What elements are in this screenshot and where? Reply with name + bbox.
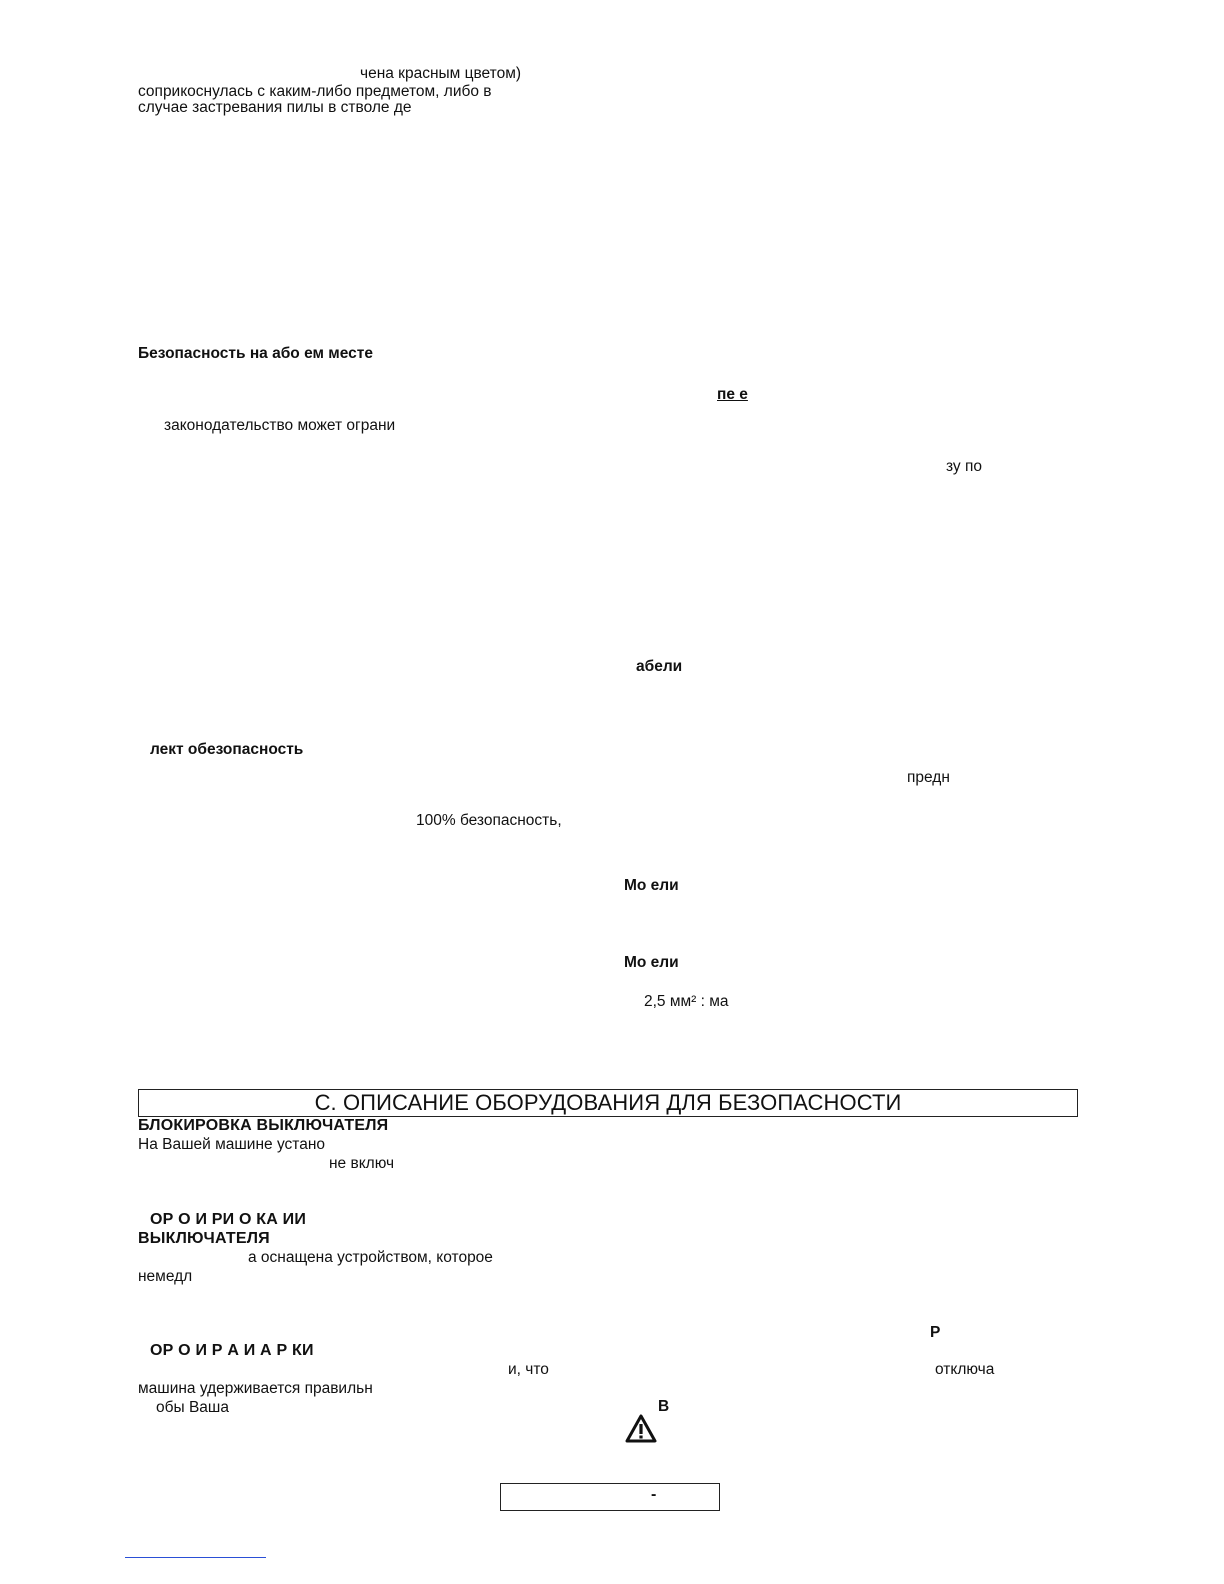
text-line: чена красным цветом) [360, 65, 522, 82]
switch-lock-heading: БЛОКИРОВКА ВЫКЛЮЧАТЕЛЯ [138, 1117, 389, 1134]
section-title-box [138, 1089, 1078, 1117]
text-fragment: пе е [717, 386, 748, 403]
section-title: С. ОПИСАНИЕ ОБОРУДОВАНИЯ ДЛЯ БЕЗОПАСНОСТИ [314, 1090, 902, 1115]
footer-link-underline [125, 1557, 266, 1558]
text-line: законодательство может ограни [164, 417, 396, 434]
quick-stop-heading: ОР О И РИ О КА ИИ [150, 1211, 307, 1228]
text-fragment: Р [930, 1324, 941, 1341]
text-fragment: отключа [935, 1361, 995, 1378]
models-heading: Мо ели [624, 877, 679, 894]
electrical-safety-heading: лект обезопасность [150, 741, 304, 758]
text-fragment: 100% безопасность, [416, 812, 562, 829]
cables-heading: абели [636, 658, 683, 675]
page-marker: - [651, 1486, 657, 1503]
text-line: машина удерживается правильн [138, 1380, 373, 1397]
quick-stop-heading-cont: ВЫКЛЮЧАТЕЛЯ [138, 1230, 270, 1247]
brake-heading: ОР О И Р А И А Р КИ [150, 1342, 314, 1359]
text-line: немедл [138, 1268, 193, 1285]
text-line: соприкоснулась с каким-либо предметом, либо в [138, 83, 492, 100]
text-fragment: В [658, 1398, 670, 1415]
cable-section-spec: 2,5 мм² : ма [644, 993, 729, 1010]
text-fragment: и, что [508, 1361, 549, 1378]
models-heading: Мо ели [624, 954, 679, 971]
text-fragment: зу по [946, 458, 983, 475]
text-line: а оснащена устройством, которое [248, 1249, 493, 1266]
warning-triangle-icon [624, 1413, 658, 1445]
text-fragment: предн [907, 769, 950, 786]
workplace-safety-heading: Безопасность на або ем месте [138, 345, 373, 362]
text-line: случае застревания пилы в стволе де [138, 99, 412, 116]
text-line: не включ [329, 1155, 395, 1172]
text-line: обы Ваша [156, 1399, 229, 1416]
page-number-box [500, 1483, 720, 1511]
text-line: На Вашей машине устано [138, 1136, 326, 1153]
